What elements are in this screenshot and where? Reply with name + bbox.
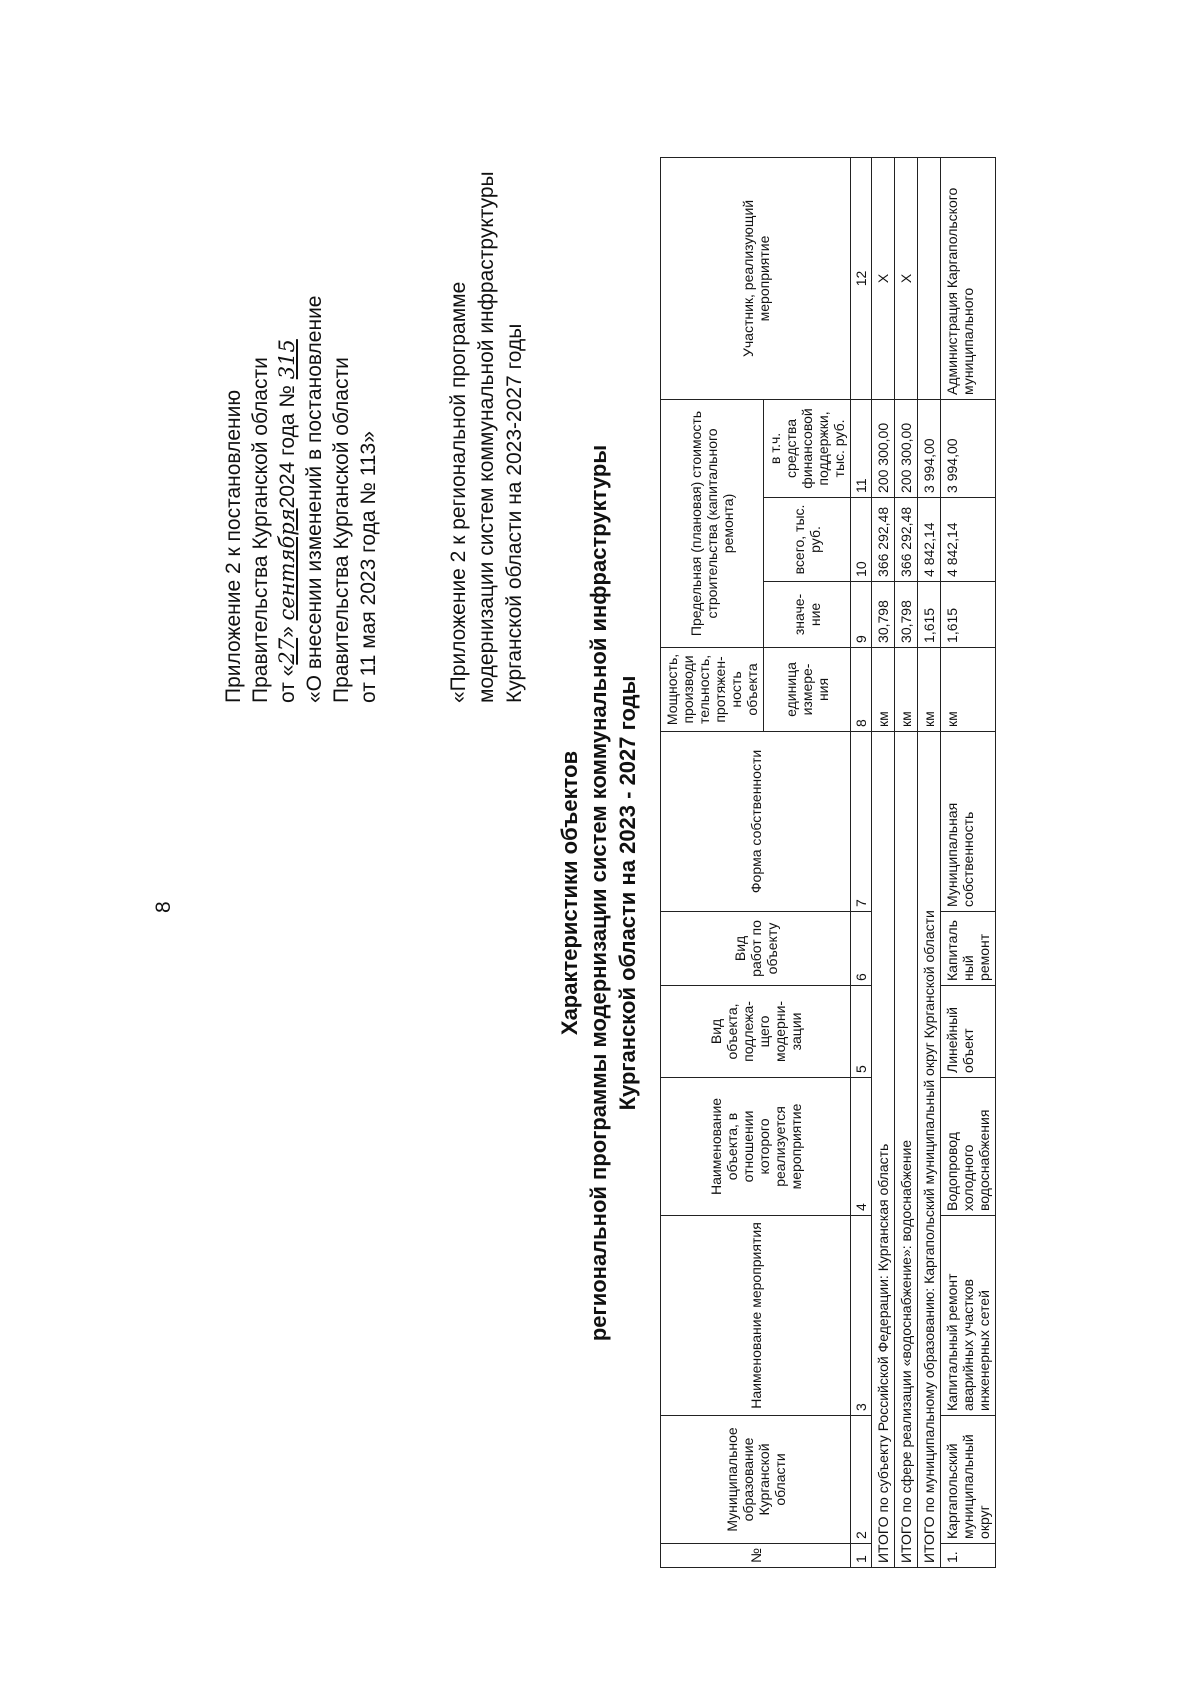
col-number: 6 [851, 911, 872, 985]
col-number: 12 [851, 157, 872, 399]
approval-block [220, 296, 382, 704]
header-ownership: Форма собственности [661, 731, 851, 911]
approval-line-1: Приложение 2 к постановлению [222, 389, 245, 703]
header-row [661, 157, 764, 1567]
program-line-2: модернизации систем коммунальной инфраструктуры [475, 171, 498, 703]
header-object-type: Вид объекта, подлежа-щего модерни-зации [661, 985, 851, 1077]
total-unit: км [918, 647, 941, 731]
total-support: 200 300,00 [895, 399, 918, 497]
header-municipality: Муниципальное образование Курганской области [661, 1415, 851, 1543]
handwritten-number: 315 [275, 339, 299, 380]
total-row-sphere [895, 157, 918, 1567]
program-line-3: Курганской области на 2023-2027 годы [503, 323, 526, 703]
date-mid: » [276, 620, 299, 638]
row-no: 1. [941, 1543, 996, 1567]
total-participant [918, 157, 941, 399]
row-ownership: Муниципальная собственность [941, 731, 996, 911]
title-line-3: Курганской области на 2023 - 2027 годы [615, 675, 640, 1111]
header-support: в т.ч. средства финансовой поддержки, тыс. руб. [764, 399, 851, 497]
page-number: 8 [152, 901, 175, 913]
approval-line-3 [274, 296, 301, 704]
header-work-type: Вид работ по объекту [661, 911, 851, 985]
total-participant: Х [895, 157, 918, 399]
total-value: 30,798 [895, 581, 918, 647]
table-row [941, 157, 996, 1567]
header-unit: единица измере-ния [764, 647, 851, 731]
handwritten-month: сентября [275, 508, 299, 621]
objects-table [660, 157, 996, 1568]
total-cost: 366 292,48 [895, 497, 918, 581]
date-year: 2024 года № [276, 379, 299, 509]
col-number: 8 [851, 647, 872, 731]
col-number: 11 [851, 399, 872, 497]
total-label: ИТОГО по сфере реализации «водоснабжение»: водоснабжение [895, 731, 918, 1567]
row-municipality: Каргапольский муниципальный округ [941, 1415, 996, 1543]
row-value: 1,615 [941, 581, 996, 647]
total-label: ИТОГО по муниципальному образованию: Каргапольский муниципальный округ Курганской области [918, 731, 941, 1567]
document-title [555, 393, 642, 1393]
date-prefix: от « [276, 664, 299, 703]
header-object: Наименование объекта, в отношении которого реализуется мероприятие [661, 1077, 851, 1215]
total-value: 30,798 [872, 581, 895, 647]
approval-line-6: от 11 мая 2023 года № 113» [357, 431, 380, 703]
row-unit: км [941, 647, 996, 731]
col-number: 1 [851, 1543, 872, 1567]
row-participant: Администрация Каргапольского муниципального [941, 157, 996, 399]
col-number: 9 [851, 581, 872, 647]
col-number: 4 [851, 1077, 872, 1215]
total-value: 1,615 [918, 581, 941, 647]
column-number-row [851, 157, 872, 1567]
total-cost: 366 292,48 [872, 497, 895, 581]
header-cost: Предельная (плановая) стоимость строительства (капитального ремонта) [661, 399, 764, 647]
row-work-type: Капиталь ный ремонт [941, 911, 996, 985]
row-total: 4 842,14 [941, 497, 996, 581]
col-number: 7 [851, 731, 872, 911]
header-no: № [661, 1543, 851, 1567]
col-number: 3 [851, 1215, 872, 1415]
row-support: 3 994,00 [941, 399, 996, 497]
row-measure: Капитальный ремонт аварийных участков инженерных сетей [941, 1215, 996, 1415]
handwritten-day: 27 [275, 637, 299, 665]
total-row-region [872, 157, 895, 1567]
total-unit: км [872, 647, 895, 731]
total-unit: км [895, 647, 918, 731]
row-object: Водопровод холодного водоснабжения [941, 1077, 996, 1215]
col-number: 10 [851, 497, 872, 581]
total-row-municipality [918, 157, 941, 1567]
approval-line-4: «О внесении изменений в постановление [303, 295, 326, 703]
total-support: 200 300,00 [872, 399, 895, 497]
header-measure: Наименование мероприятия [661, 1215, 851, 1415]
header-total: всего, тыс. руб. [764, 497, 851, 581]
approval-line-5: Правительства Курганской области [330, 357, 353, 703]
total-support: 3 994,00 [918, 399, 941, 497]
total-participant: Х [872, 157, 895, 399]
program-block [445, 171, 529, 703]
header-capacity: Мощность, производи тельность, протяжен-ность объекта [661, 647, 764, 731]
row-object-type: Линейный объект [941, 985, 996, 1077]
col-number: 5 [851, 985, 872, 1077]
header-value: значе-ние [764, 581, 851, 647]
total-cost: 4 842,14 [918, 497, 941, 581]
total-label: ИТОГО по субъекту Российской Федерации: Курганская область [872, 731, 895, 1567]
header-participant: Участник, реализующий мероприятие [661, 157, 851, 399]
approval-line-2: Правительства Курганской области [249, 357, 272, 703]
title-line-2: региональной программы модернизации систем коммунальной инфраструктуры [586, 444, 611, 1342]
col-number: 2 [851, 1415, 872, 1543]
program-line-1: «Приложение 2 к региональной программе [447, 281, 470, 703]
title-line-1: Характеристики объектов [557, 750, 582, 1036]
